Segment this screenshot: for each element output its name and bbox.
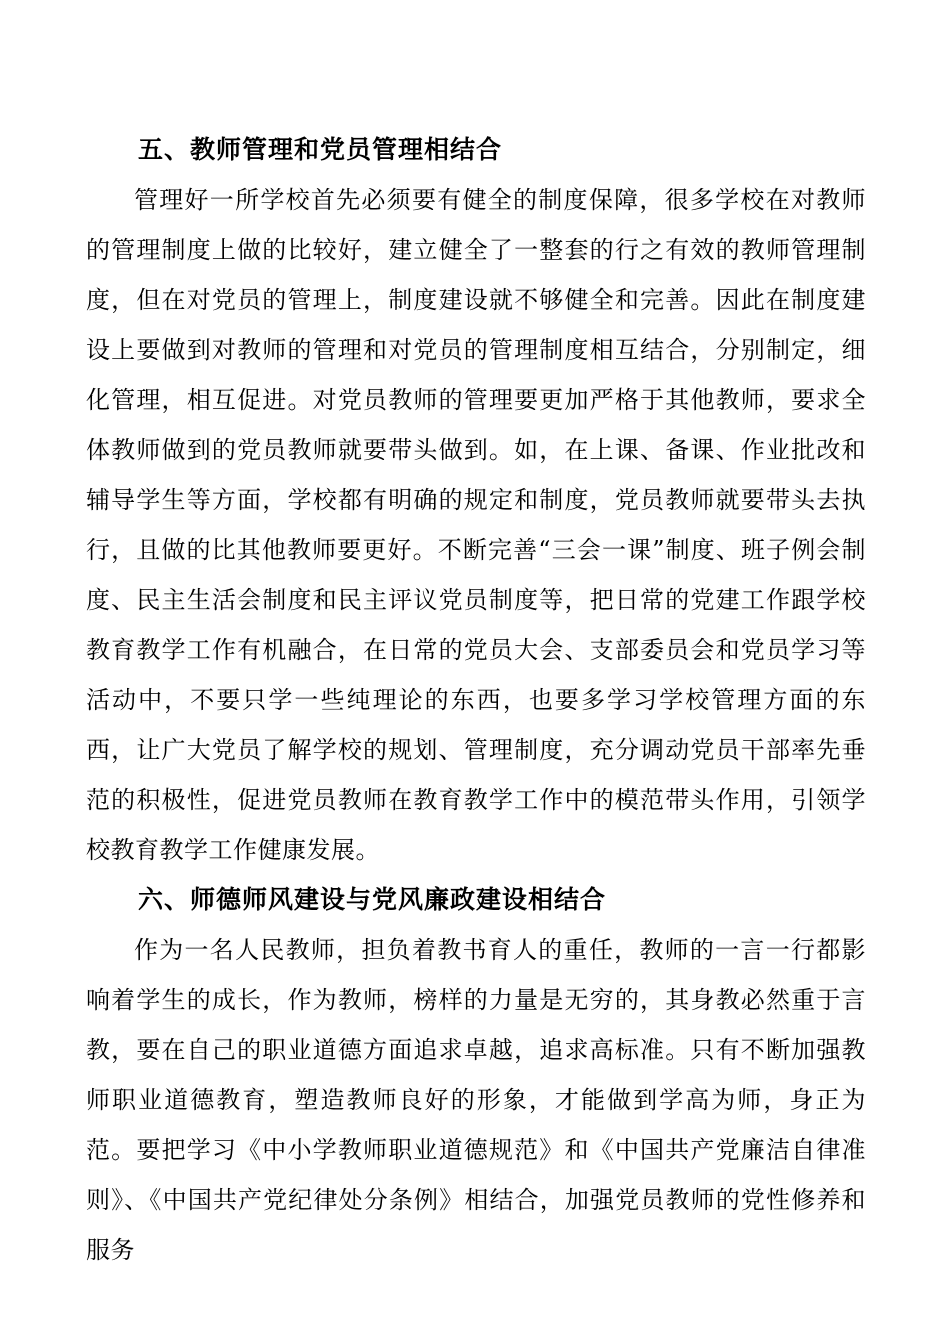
- section-heading-6: 六、师德师风建设与党风廉政建设相结合: [138, 885, 607, 914]
- section-heading-5: 五、教师管理和党员管理相结合: [138, 135, 503, 164]
- section-paragraph-6: 作为一名人民教师，担负着教书育人的重任，教师的一言一行都影响着学生的成长，作为教师，榜样的力量是无穷的，其身教必然重于言教，要在自己的职业道德方面追求卓越，追求高标准。只有不断加强教师职业道德教育，塑造教师良好的形象，才能做到学高为师，身正为范。要把学习《中小学教师职业道德规范》和《中国共产党廉洁自律准则》、《中国共产党纪律处分条例》相结合，加强党员教师的党性修养和服务: [86, 936, 866, 1264]
- document-body: [86, 125, 866, 1275]
- section-paragraph-5: 管理好一所学校首先必须要有健全的制度保障，很多学校在对教师的管理制度上做的比较好，建立健全了一整套的行之有效的教师管理制度，但在对党员的管理上，制度建设就不够健全和完善。因此在制度建设上要做到对教师的管理和对党员的管理制度相互结合，分别制定，细化管理，相互促进。对党员教师的管理要更加严格于其他教师，要求全体教师做到的党员教师就要带头做到。如，在上课、备课、作业批改和辅导学生等方面，学校都有明确的规定和制度，党员教师就要带头去执行，且做的比其他教师要更好。不断完善“三会一课”制度、班子例会制度、民主生活会制度和民主评议党员制度等，把日常的党建工作跟学校教育教学工作有机融合，在日常的党员大会、支部委员会和党员学习等活动中，不要只学一些纯理论的东西，也要多学习学校管理方面的东西，让广大党员了解学校的规划、管理制度，充分调动党员干部率先垂范的积极性，促进党员教师在教育教学工作中的模范带头作用，引领学校教育教学工作健康发展。: [86, 186, 866, 864]
